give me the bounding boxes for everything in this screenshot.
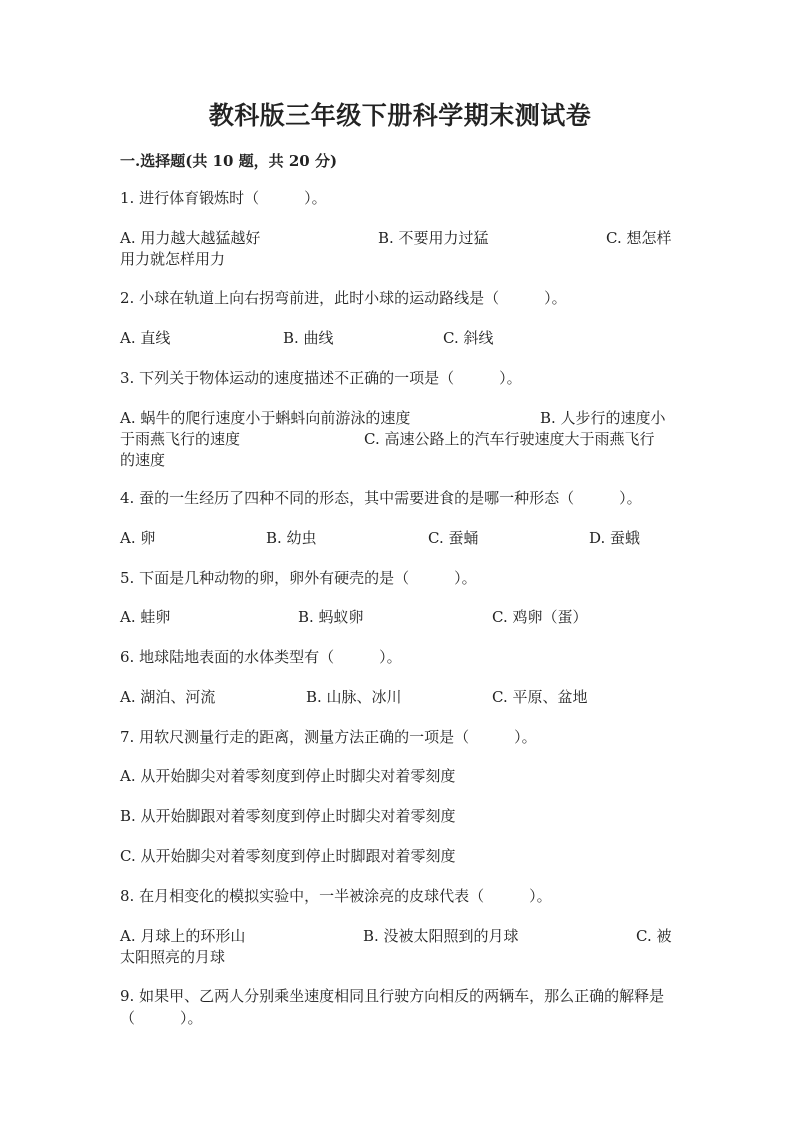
q4-option-a: A. 卵 <box>120 529 156 547</box>
q6-option-b: B. 山脉、冰川 <box>306 688 402 706</box>
question-4-stem: 4. 蚕的一生经历了四种不同的形态，其中需要进食的是哪一种形态（ ）。 <box>120 489 642 507</box>
question-5-stem: 5. 下面是几种动物的卵，卵外有硬壳的是（ ）。 <box>120 569 477 587</box>
q1-option-c: C. 想怎样 <box>606 229 672 247</box>
q1-option-b: B. 不要用力过猛 <box>378 229 489 247</box>
q4-option-d: D. 蚕蛾 <box>589 529 641 547</box>
q8-option-c-cont: 太阳照亮的月球 <box>120 948 226 966</box>
question-3-stem: 3. 下列关于物体运动的速度描述不正确的一项是（ ）。 <box>120 369 522 387</box>
q4-option-b: B. 幼虫 <box>266 529 317 547</box>
q7-option-a: A. 从开始脚尖对着零刻度到停止时脚尖对着零刻度 <box>120 767 456 785</box>
q7-option-c: C. 从开始脚尖对着零刻度到停止时脚跟对着零刻度 <box>120 847 456 865</box>
q5-option-c: C. 鸡卵（蛋） <box>492 608 588 626</box>
q5-option-a: A. 蛙卵 <box>120 608 171 626</box>
q3-option-a: A. 蜗牛的爬行速度小于蝌蚪向前游泳的速度 <box>120 409 411 427</box>
q6-option-a: A. 湖泊、河流 <box>120 688 216 706</box>
question-8-stem: 8. 在月相变化的模拟实验中，一半被涂亮的皮球代表（ ）。 <box>120 887 552 905</box>
q3-option-b-cont: 于雨燕飞行的速度 <box>120 430 241 448</box>
question-1-stem: 1. 进行体育锻炼时（ ）。 <box>120 189 327 207</box>
page-title: 教科版三年级下册科学期末测试卷 <box>208 101 592 130</box>
question-2-stem: 2. 小球在轨道上向右拐弯前进，此时小球的运动路线是（ ）。 <box>120 289 567 307</box>
q7-option-b: B. 从开始脚跟对着零刻度到停止时脚尖对着零刻度 <box>120 807 456 825</box>
q3-option-c-cont: 的速度 <box>120 451 166 469</box>
q3-option-b: B. 人步行的速度小 <box>540 409 666 427</box>
q3-option-c: C. 高速公路上的汽车行驶速度大于雨燕飞行 <box>364 430 655 448</box>
q2-option-c: C. 斜线 <box>443 329 494 347</box>
q1-option-a: A. 用力越大越猛越好 <box>120 229 261 247</box>
q8-option-c: C. 被 <box>636 927 672 945</box>
q8-option-b: B. 没被太阳照到的月球 <box>363 927 519 945</box>
q6-option-c: C. 平原、盆地 <box>492 688 588 706</box>
q8-option-a: A. 月球上的环形山 <box>120 927 246 945</box>
question-9-stem: 9. 如果甲、乙两人分别乘坐速度相同且行驶方向相反的两辆车，那么正确的解释是（ ）。 <box>120 987 665 1027</box>
section-heading: 一.选择题(共 10 题，共 20 分) <box>120 152 338 170</box>
q5-option-b: B. 蚂蚁卵 <box>298 608 364 626</box>
q4-option-c: C. 蚕蛹 <box>428 529 479 547</box>
q1-option-c-cont: 用力就怎样用力 <box>120 250 226 268</box>
q2-option-b: B. 曲线 <box>283 329 334 347</box>
question-7-stem: 7. 用软尺测量行走的距离，测量方法正确的一项是（ ）。 <box>120 728 537 746</box>
question-6-stem: 6. 地球陆地表面的水体类型有（ ）。 <box>120 648 402 666</box>
q2-option-a: A. 直线 <box>120 329 171 347</box>
